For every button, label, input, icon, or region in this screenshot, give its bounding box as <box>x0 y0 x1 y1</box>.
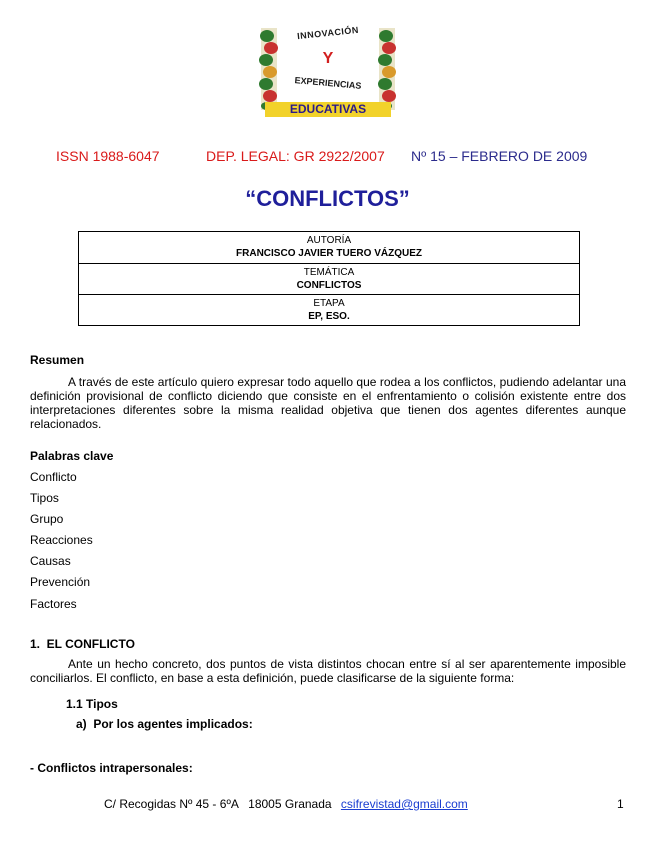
keyword-item: Prevención <box>30 575 91 589</box>
left-figures-decoration <box>259 28 278 110</box>
legal-deposit: DEP. LEGAL: GR 2922/2007 <box>206 148 385 164</box>
resumen-text: A través de este artículo quiero expresar todo aquello que rodea a los conflictos, pudiendo adelantar una definición provisional de conflicto diciendo que consiste en el enfrentamiento o colisión existente entre dos interpretaciones diferentes sobre la misma realidad objetiva que tienen dos agentes diferentes aunque relacionados. <box>30 375 626 431</box>
issn-number: ISSN 1988-6047 <box>56 148 160 164</box>
list-item-heading: - Conflictos intrapersonales: <box>30 761 193 775</box>
keyword-item: Reacciones <box>30 533 93 547</box>
right-figures-decoration <box>378 28 396 110</box>
info-value: CONFLICTOS <box>296 280 362 291</box>
info-value: EP, ESO. <box>308 311 350 322</box>
journal-logo <box>255 22 401 120</box>
info-row-stage <box>79 294 579 325</box>
section-heading: 1. EL CONFLICTO <box>30 637 135 651</box>
logo-line-educativas: EDUCATIVAS <box>289 102 367 116</box>
subsection-heading: 1.1 Tipos <box>66 697 118 711</box>
page-title: “CONFLICTOS” <box>245 186 410 211</box>
keyword-item: Tipos <box>30 491 59 505</box>
info-label: ETAPA <box>313 298 345 309</box>
logo-line-y: Y <box>322 50 334 67</box>
footer-email-link[interactable]: csifrevistad@gmail.com <box>340 797 468 811</box>
logo-line-innovacion: INNOVACIÓN <box>296 24 360 42</box>
section-text: Ante un hecho concreto, dos puntos de vista distintos chocan entre sí al ser aparentemente imposible conciliarlos. El conflicto, en base a esta definición, puede clasificarse de la siguiente forma: <box>30 657 626 685</box>
footer-address: C/ Recogidas Nº 45 - 6ºA 18005 Granada <box>104 797 332 811</box>
keyword-item: Causas <box>30 554 71 568</box>
resumen-heading: Resumen <box>30 353 85 367</box>
info-row-topic <box>79 263 579 294</box>
info-row-authorship <box>79 232 579 263</box>
info-value: FRANCISCO JAVIER TUERO VÁZQUEZ <box>236 248 422 259</box>
footer-address-line <box>104 797 468 811</box>
keyword-item: Grupo <box>30 512 64 526</box>
info-label: AUTORÍA <box>306 235 352 246</box>
logo-line-experiencias: EXPERIENCIAS <box>294 75 362 91</box>
keyword-item: Conflicto <box>30 470 77 484</box>
info-label: TEMÁTICA <box>303 267 355 278</box>
issue-date: Nº 15 – FEBRERO DE 2009 <box>411 148 588 164</box>
keyword-item: Factores <box>30 597 77 611</box>
keywords-heading: Palabras clave <box>30 449 114 463</box>
page-number: 1 <box>617 797 624 811</box>
article-info-table <box>78 231 580 326</box>
subsubsection-heading: a) Por los agentes implicados: <box>76 717 253 731</box>
